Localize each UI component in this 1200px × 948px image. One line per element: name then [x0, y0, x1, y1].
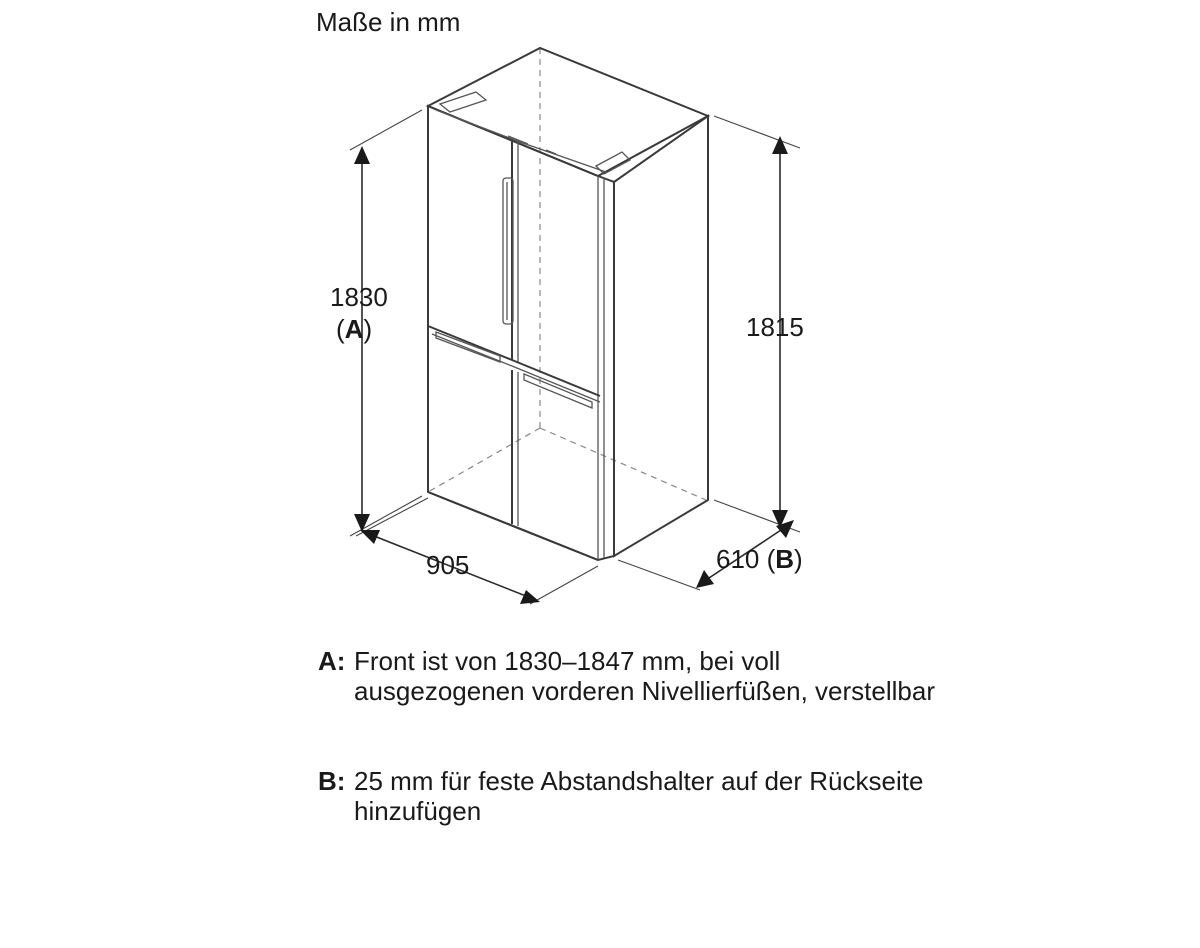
width-value: 905	[426, 550, 470, 580]
door-handles	[436, 178, 592, 408]
note-b-text: 25 mm für feste Abstandshalter auf der Rückseite hinzufügen	[354, 766, 924, 826]
height-front-ref	[336, 314, 372, 344]
hidden-edges	[428, 48, 706, 500]
note-b-label: B:	[318, 766, 346, 796]
depth-ref-letter: B	[775, 544, 795, 574]
note-a-label: A:	[318, 646, 346, 676]
height-front-ref-close: )	[363, 314, 373, 344]
height-front-ref-open: (	[336, 314, 345, 344]
height-side-value: 1815	[746, 312, 804, 342]
note-b	[318, 766, 938, 826]
height-front-ref-letter: A	[344, 314, 364, 344]
doors	[428, 140, 600, 526]
depth-value	[716, 544, 803, 574]
hinges	[436, 92, 630, 174]
extension-lines	[350, 110, 800, 604]
page-title: Maße in mm	[316, 7, 461, 37]
depth-value-text: 610 (	[716, 544, 776, 574]
note-a-text: Front ist von 1830–1847 mm, bei voll ausgezogenen vorderen Nivellierfüßen, verstellbar	[354, 646, 935, 706]
note-a	[318, 646, 938, 706]
depth-ref-close: )	[794, 544, 803, 574]
height-front-value: 1830	[330, 282, 388, 312]
dimension-lines	[354, 136, 794, 604]
